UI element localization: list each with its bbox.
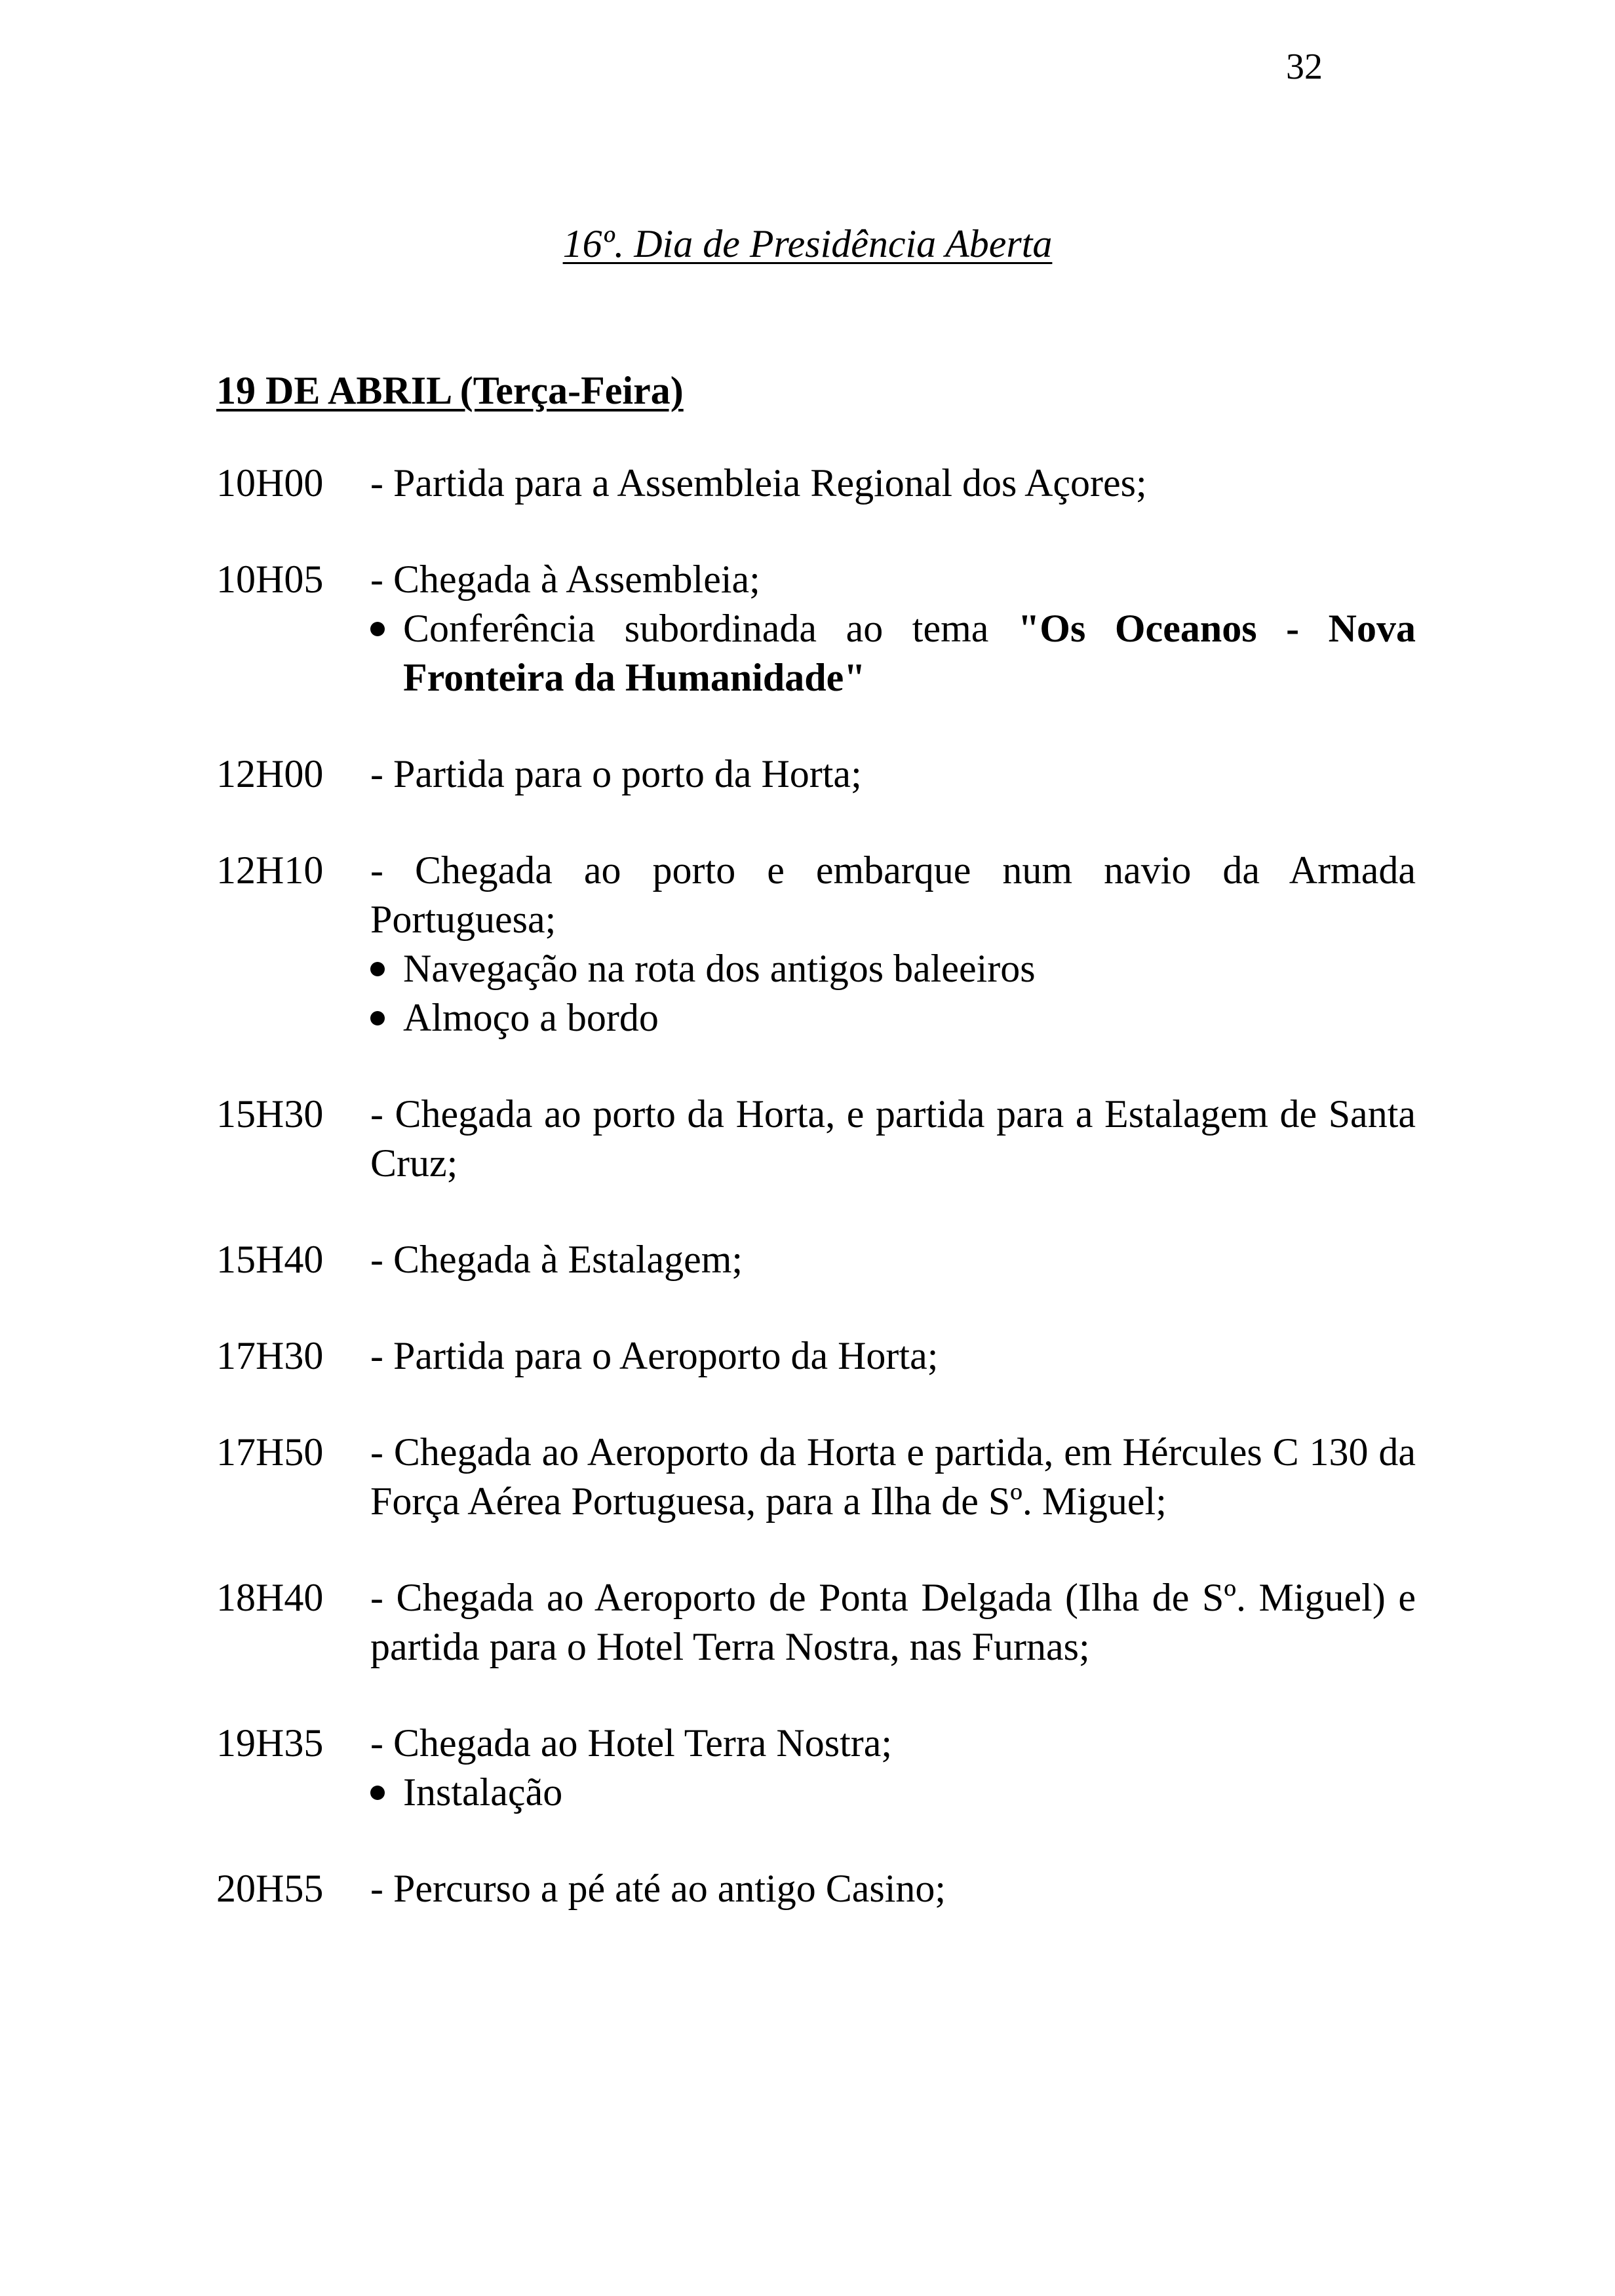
agenda-entry-text: - Partida para o porto da Horta; [370,752,862,795]
agenda-entry-text: - Chegada ao porto e embarque num navio da Armada Portuguesa; [370,849,1416,941]
agenda-entry-text: - Chegada ao Hotel Terra Nostra; [370,1721,893,1765]
agenda-bullet-text: Conferência subordinada ao tema [403,607,1018,650]
agenda-entry-time: 10H00 [216,461,324,505]
agenda-entry-line [216,1864,1416,1913]
agenda-entry-line [216,1719,1416,1768]
agenda-entry-time: 10H05 [216,558,324,601]
agenda-bullet-text: Instalação [403,1770,563,1814]
agenda-entry-text: - Chegada ao Aeroporto da Horta e partida, em Hércules C 130 da Força Aérea Portuguesa, para a Ilha de Sº. Miguel; [370,1430,1416,1523]
agenda-entry [216,1719,1416,1817]
agenda-entry-line [216,1331,1416,1381]
agenda [216,459,1416,1961]
agenda-entry-text: - Partida para a Assembleia Regional dos Açores; [370,461,1147,505]
agenda-entry-text: - Chegada à Assembleia; [370,558,760,601]
agenda-entry-time: 17H50 [216,1430,324,1474]
agenda-bullet-list [216,944,1416,1043]
agenda-entry-text: - Partida para o Aeroporto da Horta; [370,1334,939,1377]
bullet-dot-icon [370,962,385,976]
agenda-entry-text: - Chegada ao Aeroporto de Ponta Delgada (Ilha de Sº. Miguel) e partida para o Hotel Terra Nostra, nas Furnas; [370,1576,1416,1668]
agenda-entry-time: 15H40 [216,1238,324,1281]
agenda-entry-time: 15H30 [216,1092,324,1136]
agenda-entry-time: 12H00 [216,752,324,795]
agenda-bullet-highlight: "Os Oceanos - Nova Fronteira da Humanidade" [403,607,1416,699]
agenda-entry-line [216,1235,1416,1284]
agenda-entry-line [216,1090,1416,1188]
agenda-entry-time: 12H10 [216,849,324,892]
agenda-bullet-item [370,604,1416,702]
agenda-entry-line [216,1428,1416,1526]
agenda-entry [216,1331,1416,1381]
agenda-bullet-item [370,944,1416,993]
agenda-entry-text: - Chegada à Estalagem; [370,1238,743,1281]
agenda-entry [216,750,1416,799]
agenda-entry-time: 20H55 [216,1867,324,1910]
bullet-dot-icon [370,622,385,636]
agenda-entry-time: 17H30 [216,1334,324,1377]
agenda-entry-line [216,1573,1416,1672]
agenda-bullet-list [216,604,1416,702]
document-title [0,224,1615,263]
agenda-entry [216,1573,1416,1672]
agenda-entry-line [216,555,1416,604]
agenda-bullet-text: Navegação na rota dos antigos baleeiros [403,947,1036,990]
agenda-entry-line [216,846,1416,944]
agenda-entry [216,1864,1416,1913]
agenda-entry-line [216,750,1416,799]
agenda-entry [216,1428,1416,1526]
agenda-entry [216,555,1416,702]
agenda-bullet-text: Almoço a bordo [403,996,659,1039]
bullet-dot-icon [370,1786,385,1800]
agenda-entry-time: 19H35 [216,1721,324,1765]
agenda-entry-text: - Percurso a pé até ao antigo Casino; [370,1867,946,1910]
agenda-entry [216,459,1416,508]
agenda-entry-line [216,459,1416,508]
agenda-entry-time: 18H40 [216,1576,324,1619]
document-title-text: 16º. Dia de Presidência Aberta [562,222,1053,265]
page-number: 32 [1286,47,1323,87]
agenda-entry [216,1235,1416,1284]
agenda-entry [216,1090,1416,1188]
bullet-dot-icon [370,1011,385,1025]
agenda-entry-text: - Chegada ao porto da Horta, e partida para a Estalagem de Santa Cruz; [370,1092,1416,1185]
agenda-bullet-list [216,1768,1416,1817]
agenda-bullet-item [370,1768,1416,1817]
day-heading: 19 DE ABRIL (Terça-Feira) [216,369,684,412]
agenda-entry [216,846,1416,1043]
agenda-bullet-item [370,993,1416,1043]
